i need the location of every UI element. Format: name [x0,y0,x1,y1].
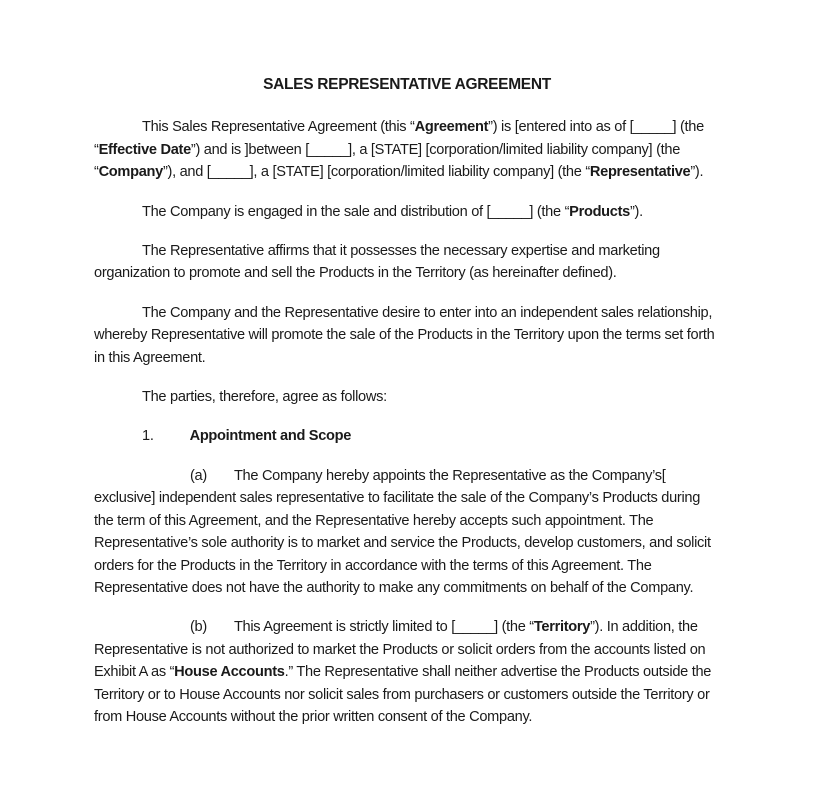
paragraph-agree [94,386,720,408]
paragraph-products [94,201,720,223]
clause-label: (a) [190,467,207,484]
clause-a [94,465,720,599]
text-run: The Company and the Representative desire to enter into an independent sales relationship, whereby Representative will promote the sale of the Products in the Territory upon the terms set forth in this Agreement. [94,304,715,366]
text-run: This Sales Representative Agreement (this “ [142,119,415,136]
text-run: ”) is [entered into as of [_____] (the “ [94,119,704,158]
paragraph-relationship [94,302,720,369]
text-run: .” The Representative shall neither advertise the Products outside the Territory or to House Accounts nor solicit sales from purchasers or customers outside the Territory or from House Accounts without the prior written consent of the Company. [94,664,712,725]
section-number: 1. [142,428,154,445]
text-run: ”). In addition, the Representative is not authorized to market the Products or solicit orders from the accounts listed on Exhibit A as “ [94,619,706,681]
text-run: ”). [630,203,643,220]
defined-term-company: Company [98,164,163,181]
text-run: The Company hereby appoints the Representative as the Company’s[ exclusive] independent sales representative to facilitate the sale of the Company’s Products during the term of this Agreement, and the Representative hereby accepts such appointment. The Representative’s sole authority is to market and service the Products, develop customers, and solicit orders for the Products in the Territory in accordance with the terms of this Agreement. The Representative does not have the authority to make any commitments on behalf of the Company. [94,467,711,596]
text-run: This Agreement is strictly limited to [_____] (the “ [233,619,534,636]
defined-term-territory: Territory [533,619,591,636]
defined-term-representative: Representative [589,164,691,181]
clause-label: (b) [190,619,207,636]
defined-term-house-accounts: House Accounts [174,664,285,681]
defined-term-effective-date: Effective Date [98,141,191,158]
text-run: ”), and [_____], a [STATE] [corporation/limited liability company] (the “ [162,164,590,181]
document-title: SALES REPRESENTATIVE AGREEMENT [263,76,551,93]
text-run: ”) and is ]between [_____], a [STATE] [corporation/limited liability company] (the “ [94,141,681,181]
text-run: The Representative affirms that it possesses the necessary expertise and marketing organization to promote and sell the Products in the Territory (as hereinafter defined). [94,243,660,282]
paragraph-intro [94,116,720,183]
text-run: The parties, therefore, agree as follows: [142,389,387,406]
text-run: The Company is engaged in the sale and distribution of [_____] (the “ [142,203,570,220]
defined-term-agreement: Agreement [414,119,489,136]
clause-b [94,616,720,728]
paragraph-expertise [94,240,720,285]
section-title: Appointment and Scope [189,428,352,445]
text-run: ”). [690,164,704,181]
defined-term-products: Products [569,203,630,220]
section-heading-1 [94,425,720,447]
